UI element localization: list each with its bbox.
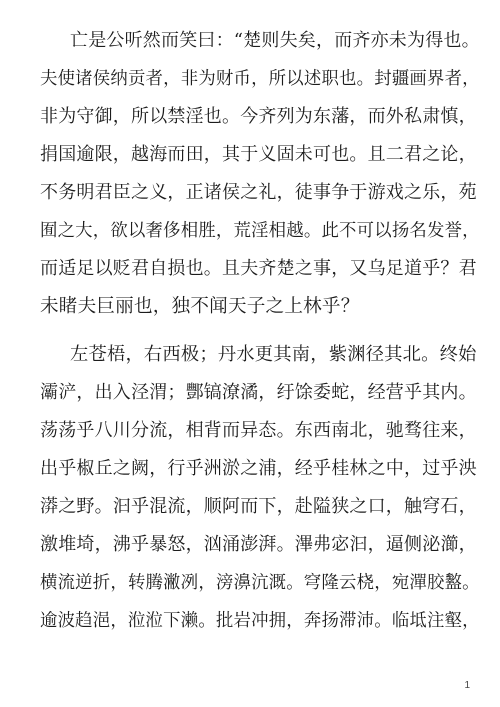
text-line: 夫使诸侯纳贡者，非为财币，所以述职也。封疆画界者， — [40, 69, 480, 89]
text-line: 而适足以贬君自损也。且夫齐楚之事，又乌足道乎？君 — [40, 258, 477, 279]
text-line: 逾波趋浥，涖涖下濑。批岩冲拥，奔扬滞沛。临坻注壑， — [40, 611, 480, 631]
text-line: 不务明君臣之义，正诸侯之礼，徒事争于游戏之乐，苑 — [40, 182, 477, 203]
text-line: 非为守御，所以禁淫也。今齐列为东藩，而外私肃慎， — [40, 106, 477, 127]
text-line: 未睹夫巨丽也，独不闻天子之上林乎？ — [40, 296, 360, 317]
text-line: 漭之野。汩乎混流，顺阿而下，赴隘狭之口，触穹石， — [40, 496, 477, 517]
text-line: 捐国逾限，越海而田，其于义固未可也。且二君之论， — [40, 144, 477, 165]
text-line: 灞浐，出入泾渭；酆镐潦潏，纡馀委蛇，经营乎其内。 — [40, 382, 477, 403]
page-number: 1 — [464, 680, 470, 691]
text-line: 亡是公听然而笑曰：“楚则失矣，而齐亦未为得也。 — [70, 30, 480, 51]
text-line: 左苍梧，右西极；丹水更其南，紫渊径其北。终始 — [70, 344, 477, 365]
text-line: 激堆埼，沸乎暴怒，汹涌澎湃。滭弗宓汩，逼侧泌瀄， — [40, 534, 477, 555]
text-line: 出乎椒丘之阙，行乎洲淤之浦，经乎桂林之中，过乎泱 — [40, 458, 477, 479]
text-line: 荡荡乎八川分流，相背而异态。东西南北，驰骛往来， — [40, 420, 477, 441]
text-line: 囿之大，欲以奢侈相胜，荒淫相越。此不可以扬名发誉， — [40, 221, 480, 241]
text-line: 横流逆折，转腾潎冽，滂濞沆溉。穹隆云桡，宛潬胶盭。 — [40, 573, 480, 593]
